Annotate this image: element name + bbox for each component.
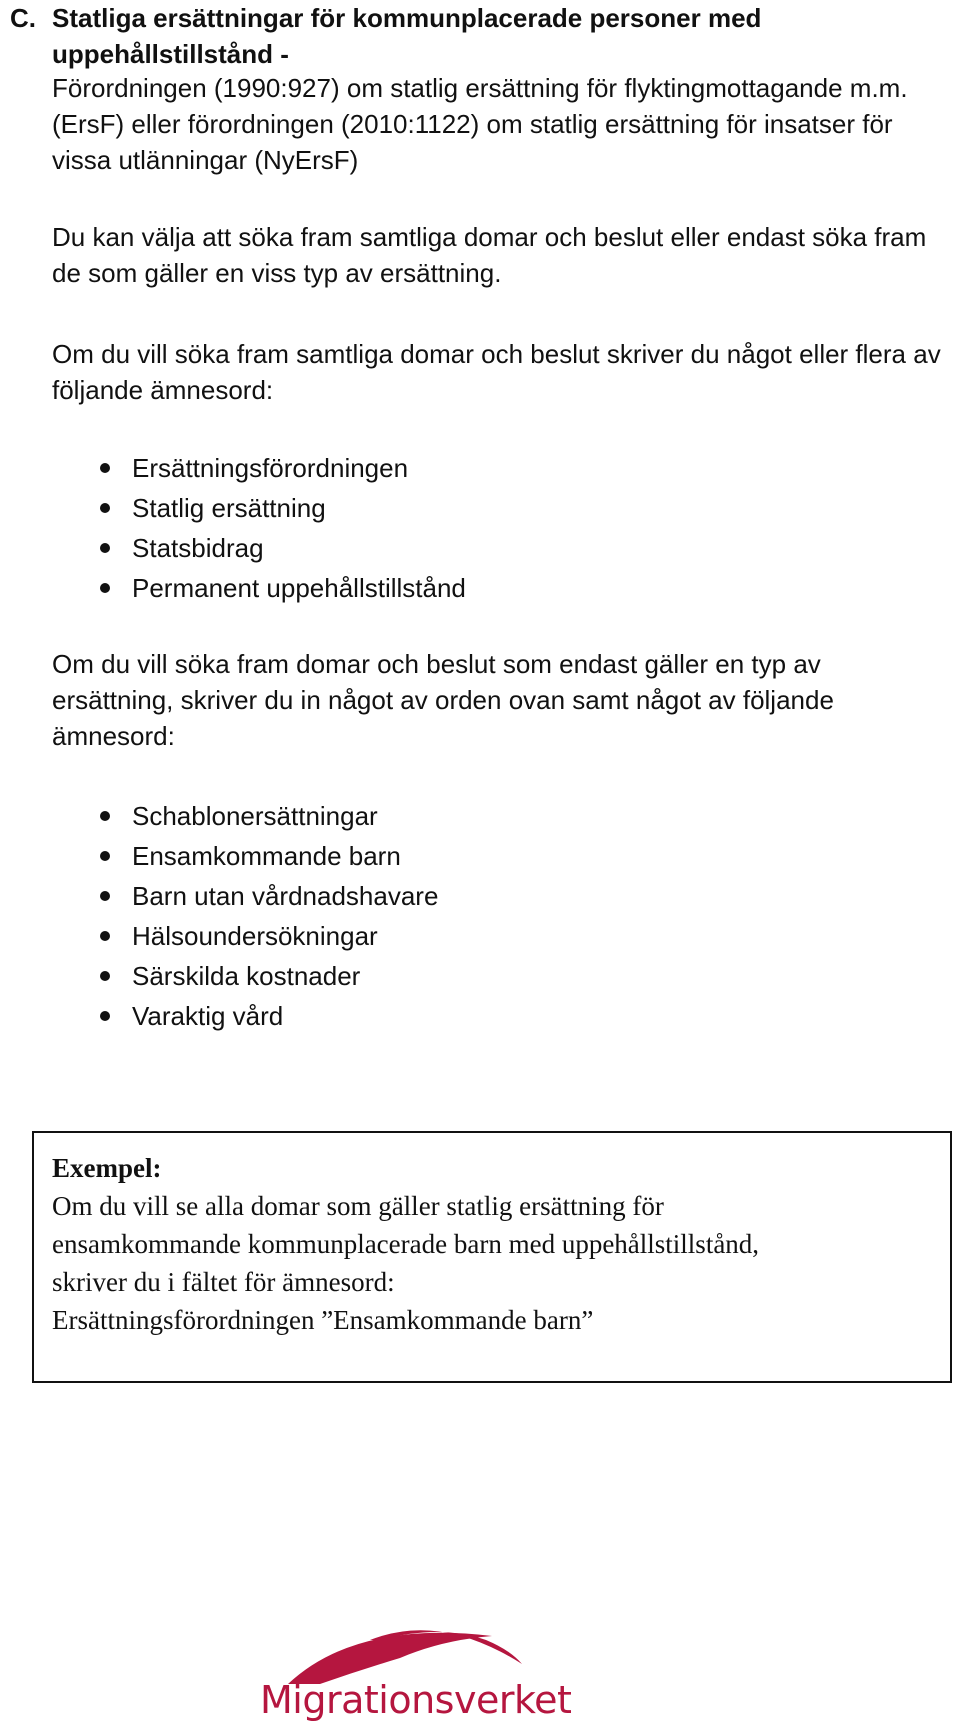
keyword-text: Särskilda kostnader bbox=[132, 961, 361, 991]
list-item bbox=[100, 448, 466, 488]
bullet-icon bbox=[100, 1011, 110, 1021]
list-item bbox=[100, 956, 438, 996]
keyword-text: Permanent uppehållstillstånd bbox=[132, 573, 466, 603]
section-heading-line1: Statliga ersättningar för kommunplacerade personer med bbox=[52, 3, 762, 33]
section-heading bbox=[10, 0, 910, 72]
keyword-text: Varaktig vård bbox=[132, 1001, 284, 1031]
example-line: Ersättningsförordningen ”Ensamkommande barn” bbox=[52, 1305, 594, 1335]
keyword-text: Hälsoundersökningar bbox=[132, 921, 378, 951]
keyword-text: Ensamkommande barn bbox=[132, 841, 401, 871]
section-heading-line2: uppehållstillstånd - bbox=[52, 39, 289, 69]
keyword-text: Statsbidrag bbox=[132, 533, 264, 563]
bullet-icon bbox=[100, 811, 110, 821]
section-letter: C. bbox=[10, 3, 36, 33]
intro-paragraph: Du kan välja att söka fram samtliga domar och beslut eller endast söka fram de som gäller en viss typ av ersättning. bbox=[52, 222, 927, 288]
keyword-text: Statlig ersättning bbox=[132, 493, 326, 523]
bullet-icon bbox=[100, 583, 110, 593]
bullet-icon bbox=[100, 851, 110, 861]
example-box bbox=[32, 1131, 952, 1383]
bullet-icon bbox=[100, 463, 110, 473]
bullet-icon bbox=[100, 503, 110, 513]
list-item bbox=[100, 876, 438, 916]
keyword-text: Ersättningsförordningen bbox=[132, 453, 409, 483]
specific-keyword-list bbox=[100, 796, 438, 1036]
keyword-text: Schablonersättningar bbox=[132, 801, 378, 831]
list-item bbox=[100, 568, 466, 608]
example-line: ensamkommande kommunplacerade barn med uppehållstillstånd, bbox=[52, 1229, 760, 1259]
example-line: skriver du i fältet för ämnesord: bbox=[52, 1267, 395, 1297]
keyword-text: Barn utan vårdnadshavare bbox=[132, 881, 439, 911]
list-item bbox=[100, 916, 438, 956]
general-keyword-list bbox=[100, 448, 466, 608]
logo-wordmark: Migrationsverket bbox=[260, 1678, 572, 1722]
migrationsverket-logo bbox=[260, 1610, 572, 1725]
example-title: Exempel: bbox=[52, 1153, 162, 1183]
list-item bbox=[100, 796, 438, 836]
section-subheading: Förordningen (1990:927) om statlig ersättning för flyktingmottagande m.m. (ErsF) eller förordningen (2010:1122) om statlig ersättning för insatser för vissa utlänningar (NyErsF) bbox=[52, 73, 908, 175]
list-item bbox=[100, 488, 466, 528]
bullet-icon bbox=[100, 931, 110, 941]
example-line: Om du vill se alla domar som gäller statlig ersättning för bbox=[52, 1191, 664, 1221]
bullet-icon bbox=[100, 971, 110, 981]
list-item bbox=[100, 996, 438, 1036]
specific-results-paragraph: Om du vill söka fram domar och beslut som endast gäller en typ av ersättning, skriver du in något av orden ovan samt något av följande ämnesord: bbox=[52, 649, 834, 751]
bullet-icon bbox=[100, 543, 110, 553]
all-results-paragraph: Om du vill söka fram samtliga domar och beslut skriver du något eller flera av följande ämnesord: bbox=[52, 339, 941, 405]
list-item bbox=[100, 528, 466, 568]
list-item bbox=[100, 836, 438, 876]
bullet-icon bbox=[100, 891, 110, 901]
